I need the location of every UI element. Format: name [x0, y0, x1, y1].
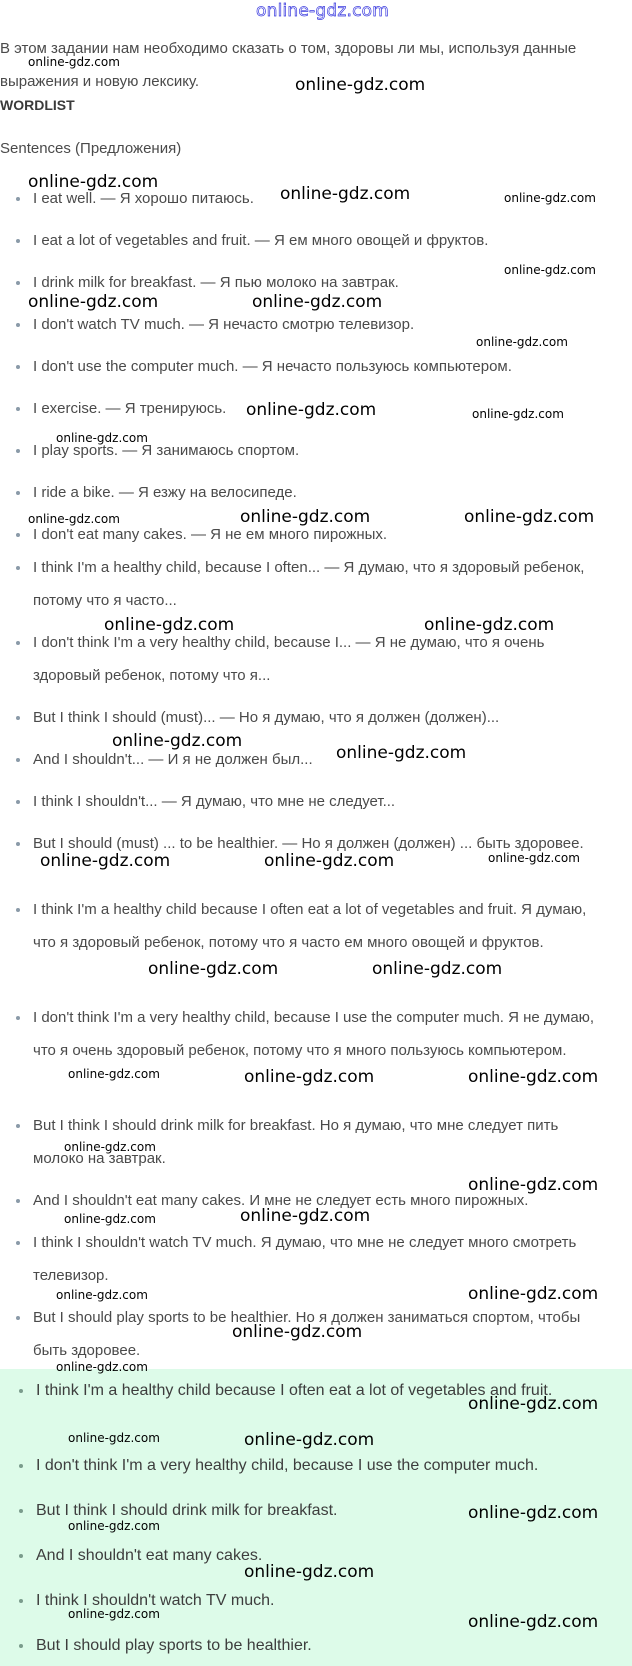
list-item: I think I shouldn't watch TV much. Я думаю, что мне не следует много смотреть телевизор.: [0, 1226, 605, 1292]
watermark: online-gdz.com: [240, 507, 371, 527]
sentences-heading: Sentences (Предложения): [0, 140, 182, 157]
watermark: online-gdz.com: [28, 512, 120, 526]
watermark: online-gdz.com: [28, 172, 159, 192]
list-item: But I should play sports to be healthier. Но я должен заниматься спортом, чтобы быть здоровее.: [0, 1301, 605, 1367]
list-item: I don't watch TV much. — Я нечасто смотрю телевизор.: [0, 308, 605, 341]
watermark: online-gdz.com: [40, 851, 171, 871]
watermark: online-gdz.com: [295, 75, 426, 95]
watermark: online-gdz.com: [372, 959, 503, 979]
intro-text: В этом задании нам необходимо сказать о том, здоровы ли мы, используя данные выражения и новую лексику.: [0, 40, 577, 90]
watermark: online-gdz.com: [68, 1607, 160, 1621]
watermark: online-gdz.com: [468, 1394, 599, 1414]
watermark: online-gdz.com: [472, 407, 564, 421]
watermark: online-gdz.com: [232, 1322, 363, 1342]
list-item: And I shouldn't... — И я не должен был...: [0, 743, 605, 776]
watermark: online-gdz.com: [464, 507, 595, 527]
list-item: I eat a lot of vegetables and fruit. — Я ем много овощей и фруктов.: [0, 224, 605, 257]
list-item: I ride a bike. — Я езжу на велосипеде.: [0, 476, 605, 509]
watermark: online-gdz.com: [68, 1067, 160, 1081]
watermark: online-gdz.com: [68, 1519, 160, 1533]
watermark: online-gdz.com: [244, 1430, 375, 1450]
list-item: But I think I should drink milk for breakfast. Но я думаю, что мне следует пить молоко на завтрак.: [0, 1109, 605, 1175]
watermark: online-gdz.com: [280, 184, 411, 204]
answer-box: [0, 1369, 632, 1666]
watermark: online-gdz.com: [68, 1431, 160, 1445]
site-logo: online-gdz.com: [256, 1, 390, 21]
watermark: online-gdz.com: [148, 959, 279, 979]
watermark: online-gdz.com: [264, 851, 395, 871]
answer-item: And I shouldn't eat many cakes.: [0, 1539, 632, 1572]
watermark: online-gdz.com: [244, 1562, 375, 1582]
list-item: I don't think I'm a very healthy child, because I use the computer much. Я не думаю, что я очень здоровый ребенок, потому что я много пользуюсь компьютером.: [0, 1001, 605, 1067]
watermark: online-gdz.com: [244, 1067, 375, 1087]
watermark: online-gdz.com: [64, 1212, 156, 1226]
watermark: online-gdz.com: [468, 1503, 599, 1523]
list-item: I drink milk for breakfast. — Я пью молоко на завтрак.: [0, 266, 605, 299]
watermark: online-gdz.com: [468, 1067, 599, 1087]
list-item: I play sports. — Я занимаюсь спортом.: [0, 434, 605, 467]
answer-item: I don't think I'm a very healthy child, because I use the computer much.: [0, 1449, 632, 1482]
watermark: online-gdz.com: [468, 1175, 599, 1195]
watermark: online-gdz.com: [336, 743, 467, 763]
list-item: I don't eat many cakes. — Я не ем много пирожных.: [0, 518, 605, 551]
list-item: I think I shouldn't... — Я думаю, что мне не следует...: [0, 785, 605, 818]
list-item: I think I'm a healthy child because I often eat a lot of vegetables and fruit. Я думаю, что я здоровый ребенок, потому что я часто ем много овощей и фруктов.: [0, 893, 605, 959]
list-item: I exercise. — Я тренируюсь.: [0, 392, 605, 425]
list-item: I eat well. — Я хорошо питаюсь.: [0, 182, 605, 215]
answer-item: I think I shouldn't watch TV much.: [0, 1584, 632, 1617]
watermark: online-gdz.com: [28, 292, 159, 312]
watermark: online-gdz.com: [504, 263, 596, 277]
list-item: But I think I should (must)... — Но я думаю, что я должен (должен)...: [0, 701, 605, 734]
list-item: I don't think I'm a very healthy child, because I... — Я не думаю, что я очень здоровый ребенок, потому что я...: [0, 626, 605, 692]
watermark: online-gdz.com: [424, 615, 555, 635]
answer-item: I think I'm a healthy child because I often eat a lot of vegetables and fruit.: [0, 1374, 632, 1407]
list-item: I don't use the computer much. — Я нечасто пользуюсь компьютером.: [0, 350, 605, 383]
watermark: online-gdz.com: [56, 431, 148, 445]
watermark: online-gdz.com: [56, 1288, 148, 1302]
watermark: online-gdz.com: [504, 191, 596, 205]
answer-item: But I should play sports to be healthier.: [0, 1629, 632, 1662]
watermark: online-gdz.com: [56, 1360, 148, 1374]
wordlist-heading: WORDLIST: [0, 97, 75, 113]
watermark: online-gdz.com: [64, 1140, 156, 1154]
list-item: And I shouldn't eat many cakes. И мне не следует есть много пирожных.: [0, 1184, 605, 1217]
watermark: online-gdz.com: [28, 55, 120, 69]
watermark: online-gdz.com: [488, 851, 580, 865]
watermark: online-gdz.com: [468, 1612, 599, 1632]
watermark: online-gdz.com: [468, 1284, 599, 1304]
watermark: online-gdz.com: [112, 731, 243, 751]
intro-paragraph: [0, 32, 620, 98]
watermark: online-gdz.com: [252, 292, 383, 312]
list-item: I think I'm a healthy child, because I often... — Я думаю, что я здоровый ребенок, потому что я часто...: [0, 551, 605, 617]
watermark: online-gdz.com: [476, 335, 568, 349]
watermark: online-gdz.com: [240, 1206, 371, 1226]
list-item: But I should (must) ... to be healthier. — Но я должен (должен) ... быть здоровее.: [0, 827, 605, 860]
watermark: online-gdz.com: [104, 615, 235, 635]
watermark: online-gdz.com: [246, 400, 377, 420]
answer-item: But I think I should drink milk for breakfast.: [0, 1494, 632, 1527]
